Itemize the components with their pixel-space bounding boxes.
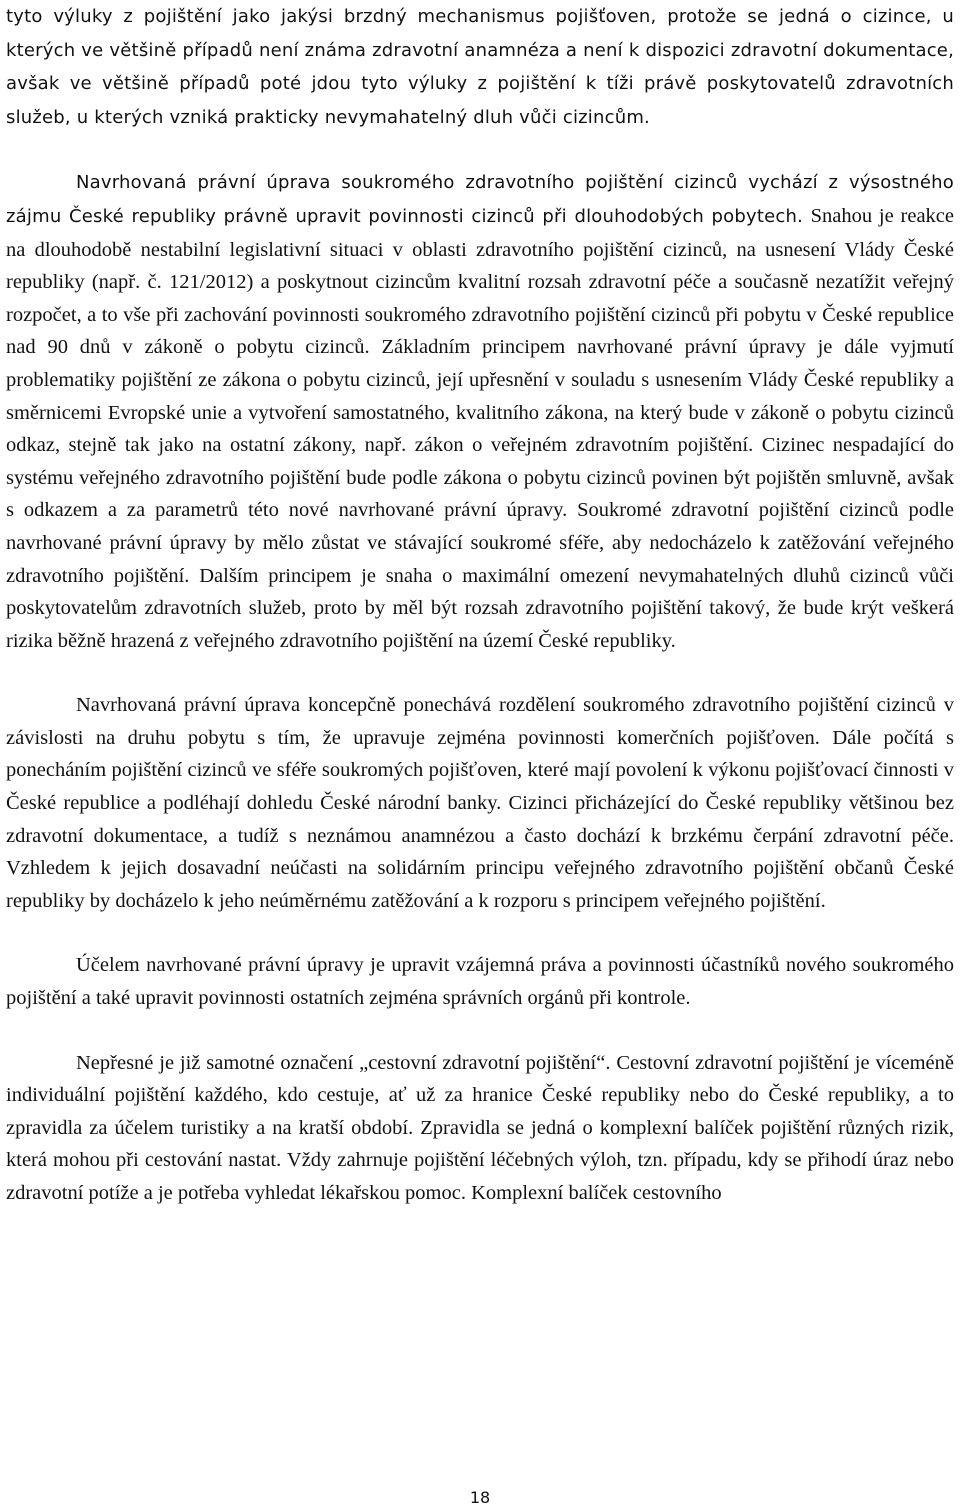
paragraph-text-serif: Snahou je reakce na dlouhodobě nestabilní legislativní situaci v oblasti zdravotního pojištění cizinců, na usnesení Vlády České republiky (např. č. 121/2012) a poskytnout cizincům kvalitní rozsah zdravotní péče a současně nezatížit veřejný rozpočet, a to vše při zachování povinnosti soukromého zdravotního pojištění cizinců při pobytu v České republice nad 90 dnů v zákoně o pobytu cizinců. Základním principem navrhované právní úpravy je dále vyjmutí problematiky pojištění ze zákona o pobytu cizinců, její upřesnění v souladu s usnesením Vlády České republiky a směrnicemi Evropské unie a vytvoření samostatného, kvalitního zákona, na který bude v zákoně o pobytu cizinců odkaz, stejně tak jako na ostatní zákony, např. zákon o veřejném zdravotním pojištění. Cizinec nespadající do systému veřejného zdravotního pojištění bude podle zákona o pobytu cizinců povinen být pojištěn smluvně, avšak s odkazem a za parametrů této nové navrhované právní úpravy. Soukromé zdravotní pojištění cizinců podle navrhované právní úpravy by mělo zůstat ve stávající soukromé sféře, aby nedocházelo k zatěžování veřejného zdravotního pojištění. Dalším principem je snaha o maximální omezení nevymahatelných dluhů cizinců vůči poskytovatelům zdravotních služeb, proto by měl být rozsah zdravotního pojištění takový, že bude krýt veškerá rizika běžně hrazená z veřejného zdravotního pojištění na území České republiky.	[6, 204, 954, 652]
paragraph-text: tyto výluky z pojištění jako jakýsi brzdný mechanismus pojišťoven, protože se jedná o cizince, u kterých ve většině případů není známa zdravotní anamnéza a není k dispozici zdravotní dokumentace, avšak ve většině případů poté jdou tyto výluky z pojištění k tíži právě poskytovatelů zdravotních služeb, u kterých vzniká prakticky nevymahatelný dluh vůči cizincům.	[6, 6, 954, 128]
paragraph-spacer	[6, 1015, 954, 1047]
paragraph-travel-insurance	[6, 1047, 954, 1210]
document-page	[6, 0, 954, 1210]
paragraph-text: Nepřesné je již samotné označení „cestovní zdravotní pojištění“. Cestovní zdravotní pojištění je víceméně individuální pojištění každého, kdo cestuje, ať už za hranice České republiky nebo do České republiky, a to zpravidla za účelem turistiky a na kratší období. Zpravidla se jedná o komplexní balíček pojištění různých rizik, která mohou při cestování nastat. Vždy zahrnuje pojištění léčebných výloh, tzn. případu, kdy se přihodí úraz nebo zdravotní potíže a je potřeba vyhledat lékařskou pomoc. Komplexní balíček cestovního	[6, 1051, 954, 1204]
paragraph-proposed-regulation	[6, 166, 954, 657]
paragraph-text-sans: Navrhovaná právní úprava soukromého zdravotního pojištění cizinců vychází z výsostného zájmu České republiky právně upravit povinnosti cizinců při dlouhodobých pobytech.	[6, 172, 954, 227]
paragraph-concept	[6, 689, 954, 917]
paragraph-spacer	[6, 134, 954, 166]
paragraph-text: Účelem navrhované právní úpravy je upravit vzájemná práva a povinnosti účastníků nového soukromého pojištění a také upravit povinnosti ostatních zejména správních orgánů při kontrole.	[6, 954, 954, 1010]
paragraph-intro-continued	[6, 0, 954, 134]
paragraph-spacer	[6, 917, 954, 949]
paragraph-text: Navrhovaná právní úprava koncepčně ponechává rozdělení soukromého zdravotního pojištění cizinců v závislosti na druhu pobytu s tím, že upravuje zejména povinnosti komerčních pojišťoven. Dále počítá s ponecháním pojištění cizinců ve sféře soukromých pojišťoven, které mají povolení k výkonu pojišťovací činnosti v České republice a podléhají dohledu České národní banky. Cizinci přicházející do České republiky většinou bez zdravotní dokumentace, a tudíž s neznámou anamnézou a často dochází k brzkému čerpání zdravotní péče. Vzhledem k jejich dosavadní neúčasti na solidárním principu veřejného zdravotního pojištění občanů České republiky by docházelo k jeho neúměrnému zatěžování a k rozporu s principem veřejného pojištění.	[6, 694, 954, 912]
paragraph-purpose	[6, 949, 954, 1014]
page-number: 18	[469, 1488, 491, 1507]
paragraph-spacer	[6, 657, 954, 689]
